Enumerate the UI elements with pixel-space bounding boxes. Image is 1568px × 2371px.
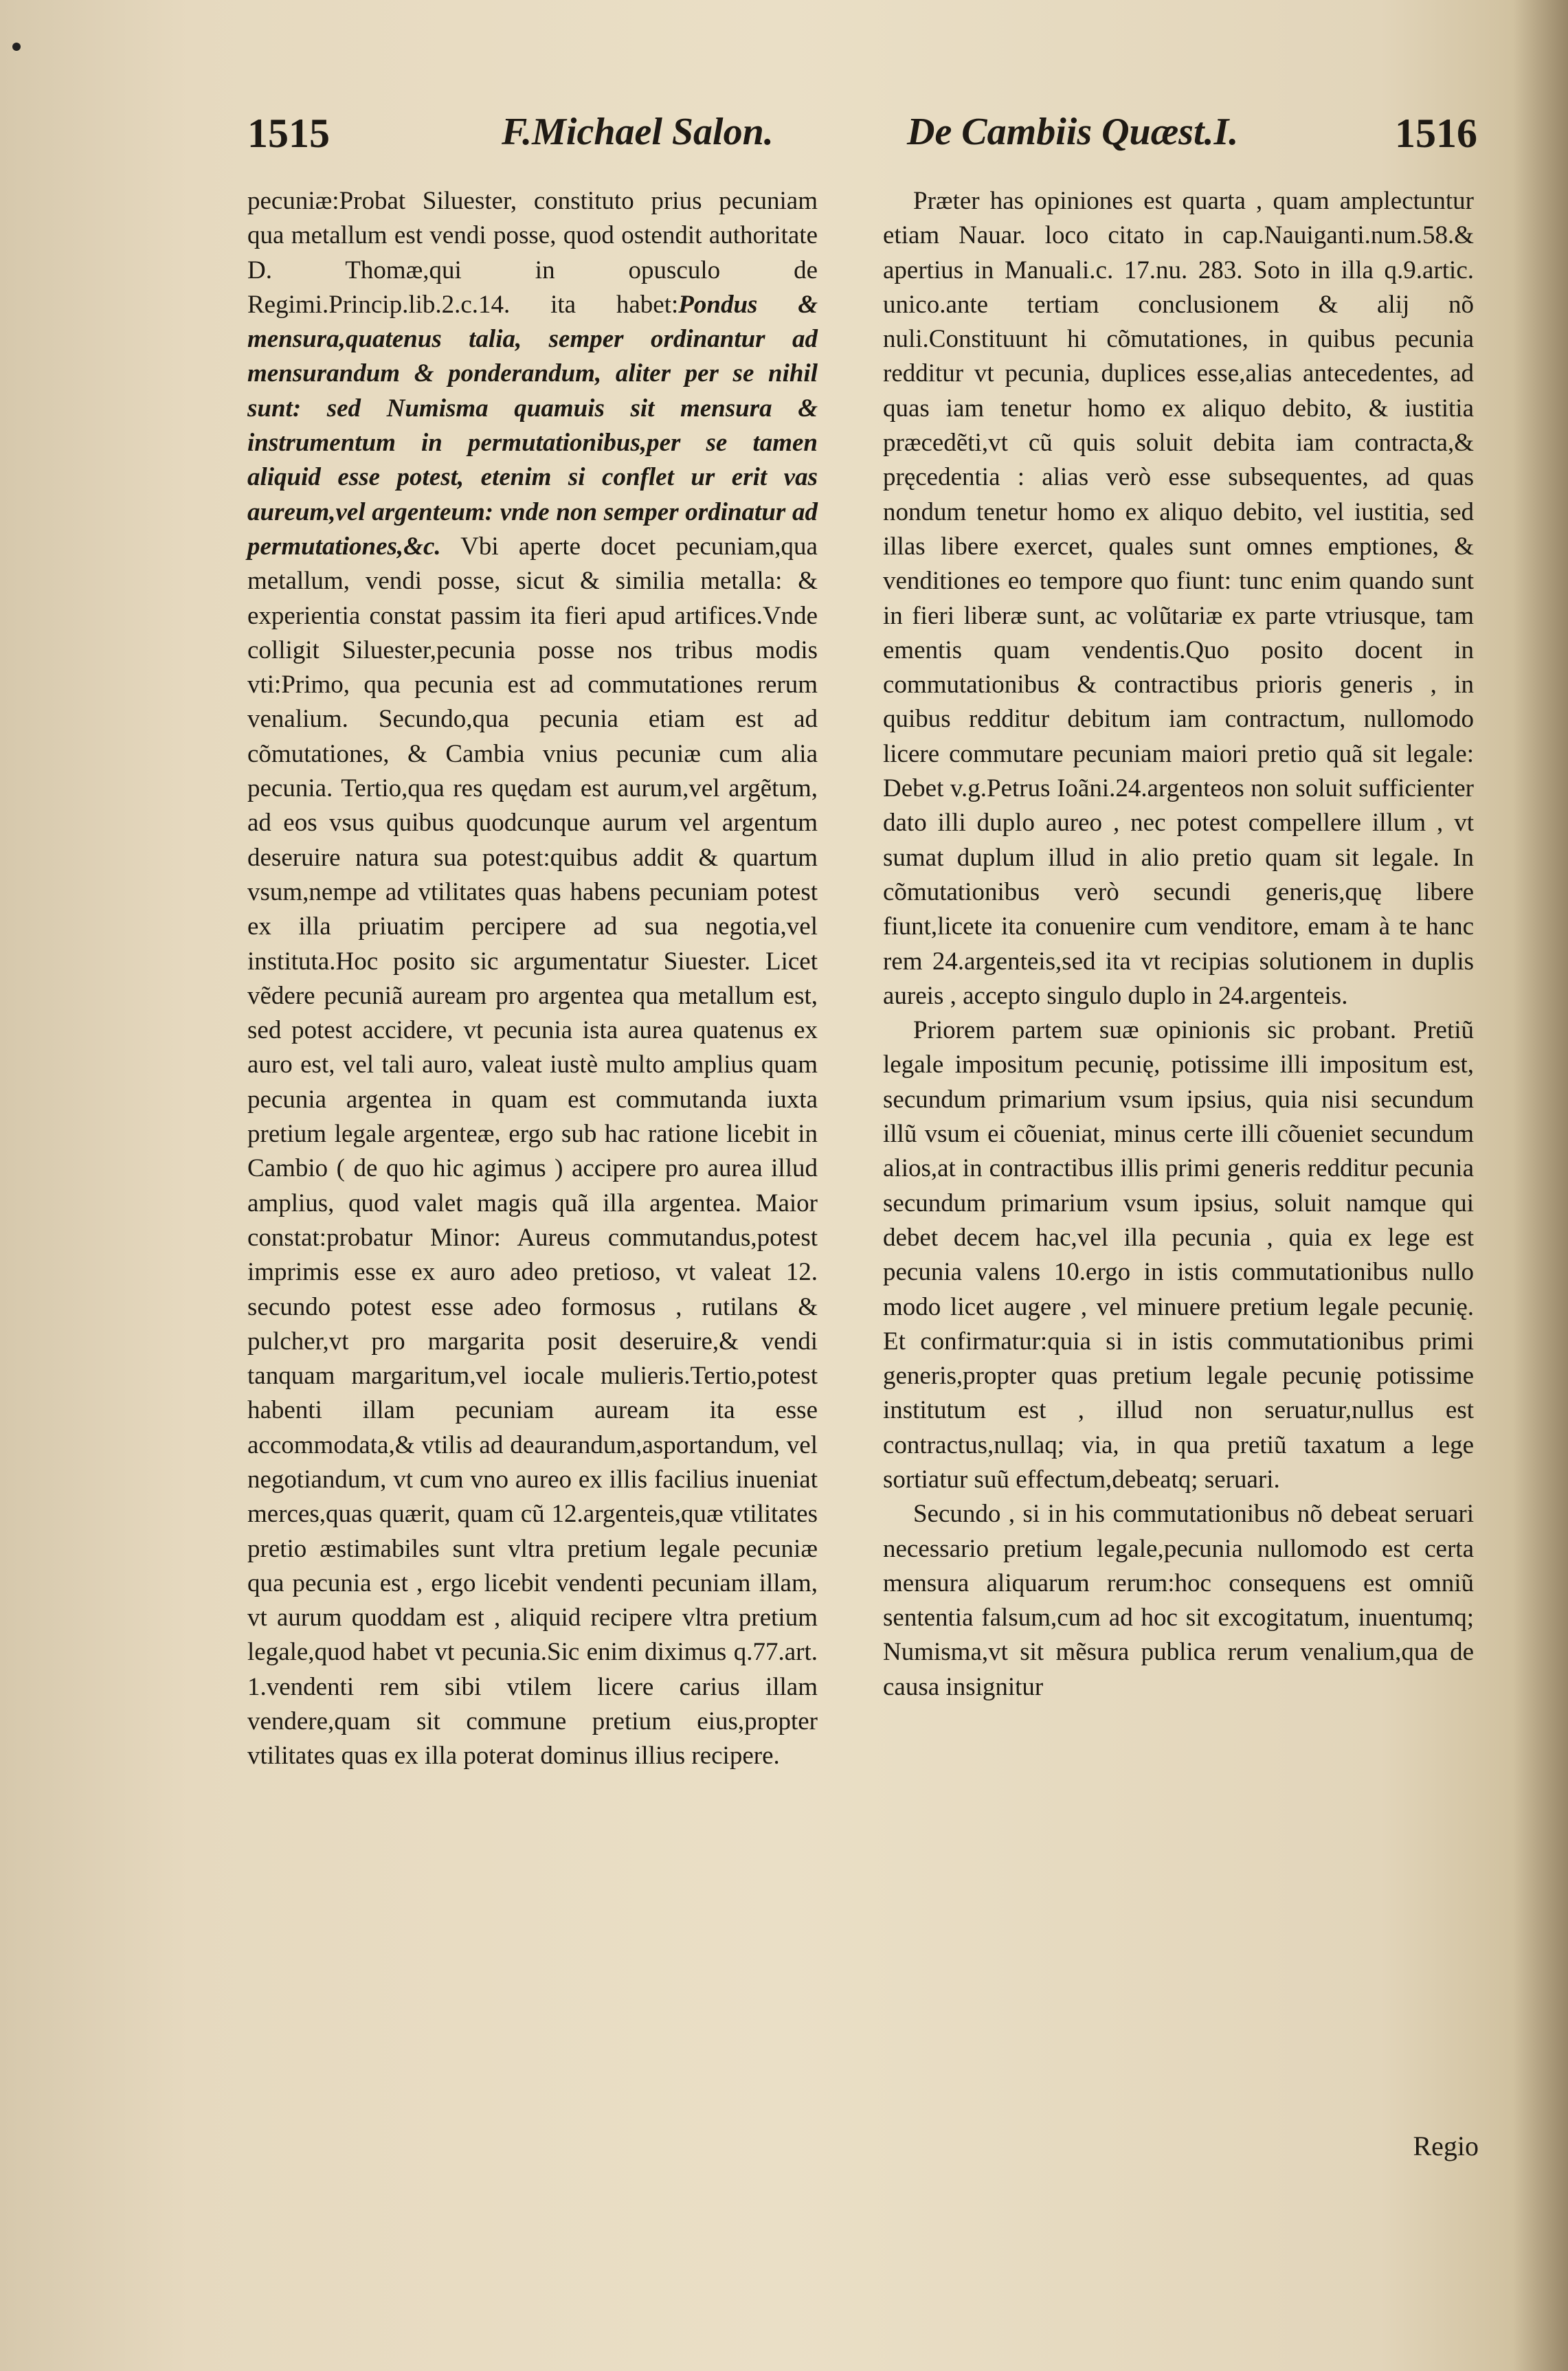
- paragraph-text: pecuniæ:Probat Siluester, constituto prius pecuniam qua metallum est vendi posse, quod ostendit authoritate D. Thomæ,qui in opusculo de Regimi.Princip.lib.2.c.14. ita habet:: [247, 187, 818, 319]
- ink-mark: [12, 43, 21, 51]
- right-paragraph-3: Secundo , si in his commutationibus nõ debeat seruari necessario pretium legale,pecunia nullomodo est certa mensura aliquarum rerum:hoc consequens est omniũ sententia falsum,cum ad hoc sit excogitatum, inuentumq; Numisma,vt sit mẽsura publica rerum venalium,qua de causa insignitur: [883, 1500, 1474, 1701]
- page-edge-shadow: [1513, 0, 1568, 2371]
- right-paragraph-2: Priorem partem suæ opinionis sic probant. Pretiũ legale impositum pecunię, potissime illi impositum est, secundum primarium vsum ipsius, quia nisi secundum illũ vsum ei cõueniat, minus certe illi cõueniet secundum alios,at in contractibus illis primi generis redditur pecunia secundum primarium vsum ipsius, soluit namque qui debet decem hac,vel illa pecunia , quia ex lege est pecunia valens 10.ergo in istis commutationibus nullo modo licet augere , vel minuere pretium legale pecunię. Et confirmatur:quia si in istis commutationibus primi generis,propter quas pretium legale pecunię potissime institutum est , illud non seruatur,nullus est contractus,nullaq; via, in qua pretiũ taxatum a lege sortiatur suũ effectum,debeatq; seruari.: [883, 1016, 1474, 1494]
- right-paragraph-1: Præter has opiniones est quarta , quam amplectuntur etiam Nauar. loco citato in cap.Nauiganti.num.58.& apertius in Manuali.c. 17.nu. 283. Soto in illa q.9.artic. unico.ante tertiam conclusionem & alij nõ nuli.Constituunt hi cõmutationes, in quibus pecunia redditur vt pecunia, duplices esse,alias antecedentes, ad quas iam tenetur homo ex aliquo debito, & iustitia præcedẽti,vt cũ quis soluit debita iam contracta,& pręcedentia : alias verò esse subsequentes, ad quas nondum tenetur homo ex aliquo debito, vel iustitia, sed illas libere exercet, quales sunt omnes emptiones, & venditiones eo tempore quo fiunt: tunc enim quando sunt in fieri liberæ sunt, ac volũtariæ ex parte vtriusque, tam ementis quam vendentis.Quo posito docent in commutationibus & contractibus prioris generis , in quibus redditur debitum iam contractum, nullomodo licere commutare pecuniam maiori pretio quã sit legale: Debet v.g.Petrus Ioãni.24.argenteos non soluit sufficienter dato illi duplo aureo , nec potest compellere illum , vt sumat duplum illud in alio pretio quam sit legale. In cõmutationibus verò secundi generis,quę libere fiunt,licete ita conuenire cum venditore, emam à te hanc rem 24.argenteis,sed ita vt recipias solutionem in duplis aureis , accepto singulo duplo in 24.argenteis.: [883, 187, 1474, 1010]
- paragraph-text: Vbi aperte docet pecuniam,qua metallum, vendi posse, sicut & similia metalla: & experientia constat passim ita fieri apud artifices.Vnde colligit Siluester,pecunia posse nos tribus modis vti:Primo, qua pecunia est ad commutationes rerum venalium. Secundo,qua pecunia etiam est ad cõmutationes, & Cambia vnius pecuniæ cum alia pecunia. Tertio,qua res quędam est aurum,vel argẽtum, ad eos vsus quibus quodcunque aurum vel argentum deseruire natura sua potest:quibus addit & quartum vsum,nempe ad vtilitates quas habens pecuniam potest ex illa priuatim percipere ad sua negotia,vel instituta.Hoc posito sic argumentatur Siuester. Licet vẽdere pecuniã auream pro argentea qua metallum est, sed potest accidere, vt pecunia ista aurea quatenus ex auro est, vel tali auro, valeat iustè multo amplius quam pecunia argentea in quam est commutanda iuxta pretium legale argenteæ, ergo sub hac ratione licebit in Cambio ( de quo hic agimus ) accipere pro aurea illud amplius, quod valet magis quã illa argentea. Maior constat:probatur Minor: Aureus commutandus,potest imprimis esse ex auro adeo pretioso, vt valeat 12. secundo potest esse adeo formosus , rutilans & pulcher,vt pro margarita posit deseruire,& vendi tanquam margaritum,vel iocale mulieris.Tertio,potest habenti illam pecuniam auream ita esse accommodata,& vtilis ad deaurandum,asportandum, vel negotiandum, vt cum vno aureo ex illis facilius inueniat merces,quas quærit, quam cũ 12.argenteis,quæ vtilitates pretio æstimabiles sunt vltra pretium legale pecuniæ qua pecunia est , ergo licebit vendenti pecuniam illam, vt aurum quoddam est , aliquid recipere vltra pretium legale,quod habet vt pecunia.Sic enim diximus q.77.art. 1.vendenti rem sibi vtilem licere carius illam vendere,quam sit commune pretium eius,propter vtilitates quas ex illa poterat dominus illius recipere.: [247, 532, 818, 1771]
- italic-quotation: Pondus & mensura,quatenus talia, semper ordinantur ad mensurandum & ponderandum, aliter per se nihil sunt: sed Numisma quamuis sit mensura & instrumentum in permutationibus,per se tamen aliquid esse potest, etenim si conflet ur erit vas aureum,vel argenteum: vnde non semper ordinatur ad permutationes,&c.: [247, 290, 818, 561]
- author-heading: F.Michael Salon.: [502, 111, 774, 153]
- left-text-column: [247, 184, 818, 1774]
- catchword: Regio: [1413, 2131, 1479, 2161]
- right-text-column: [883, 184, 1474, 1705]
- left-paragraph: [247, 184, 818, 1774]
- right-page-number: 1516: [1395, 111, 1477, 156]
- left-page-number: 1515: [247, 111, 330, 156]
- title-heading: De Cambiis Quæst.I.: [907, 111, 1239, 153]
- running-header: [247, 110, 1477, 186]
